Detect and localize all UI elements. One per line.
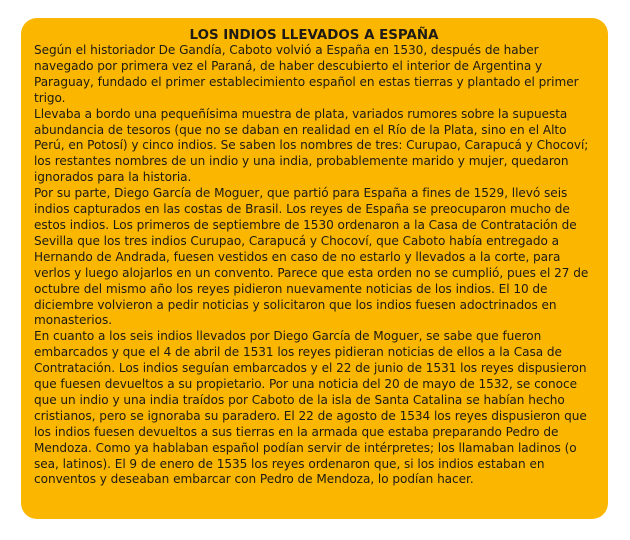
paragraph-4: En cuanto a los seis indios llevados por Diego García de Moguer, se sabe que fueron embarcados y que el 4 de abril de 1531 los reyes pidieran noticias de ellos a la Casa de Contratación. Los indios seguían embarcados y el 22 de junio de 1531 los reyes dispusieron que fuesen devueltos a su propietario. Por una noticia del 20 de mayo de 1532, se conoce que un indio y una india traídos por Caboto de la isla de Santa Catalina se habían hecho cristianos, pero se ignoraba su paradero. El 22 de agosto de 1534 los reyes dispusieron que los indios fuesen devueltos a sus tierras en la armada que estaba preparando Pedro de Mendoza. Como ya hablaban español podían servir de intérpretes; los llamaban ladinos (o sea, latinos). El 9 de enero de 1535 los reyes ordenaron que, si los indios estaban en conventos y deseaban embarcar con Pedro de Mendoza, lo podían hacer.	[34, 329, 587, 487]
paragraph-2: Llevaba a bordo una pequeñísima muestra de plata, variados rumores sobre la supuesta abundancia de tesoros (que no se daban en realidad en el Río de la Plata, sino en el Alto Perú, en Potosí) y cinco indios. Se saben los nombres de tres: Curupao, Carapucá y Chocoví; los restantes nombres de un indio y una india, probablemente marido y mujer, quedaron ignorados para la historia.	[34, 106, 589, 185]
paragraph-1: Según el historiador De Gandía, Caboto volvió a España en 1530, después de haber navegado por primera vez el Paraná, de haber descubierto el interior de Argentina y Paraguay, fundado el primer establecimiento español en estas tierras y plantado el primer trigo.	[34, 43, 579, 105]
paragraph-3: Por su parte, Diego García de Moguer, que partió para España a fines de 1529, llevó seis indios capturados en las costas de Brasil. Los reyes de España se preocuparon mucho de estos indios. Los primeros de septiembre de 1530 ordenaron a la Casa de Contratación de Sevilla que los tres indios Curupao, Carapucá y Chocoví, que Caboto había entregado a Hernando de Andrada, fuesen vestidos en caso de no estarlo y llevados a la corte, para verlos y luego alojarlos en un convento. Parece que esta orden no se cumplió, pues el 27 de octubre del mismo año los reyes pidieron nuevamente noticias de los indios. El 10 de diciembre volvieron a pedir noticias y solicitaron que los indios fuesen adoctrinados en monasterios.	[34, 186, 589, 328]
text-box-panel	[21, 18, 608, 519]
document-title: LOS INDIOS LLEVADOS A ESPAÑA	[189, 28, 439, 43]
